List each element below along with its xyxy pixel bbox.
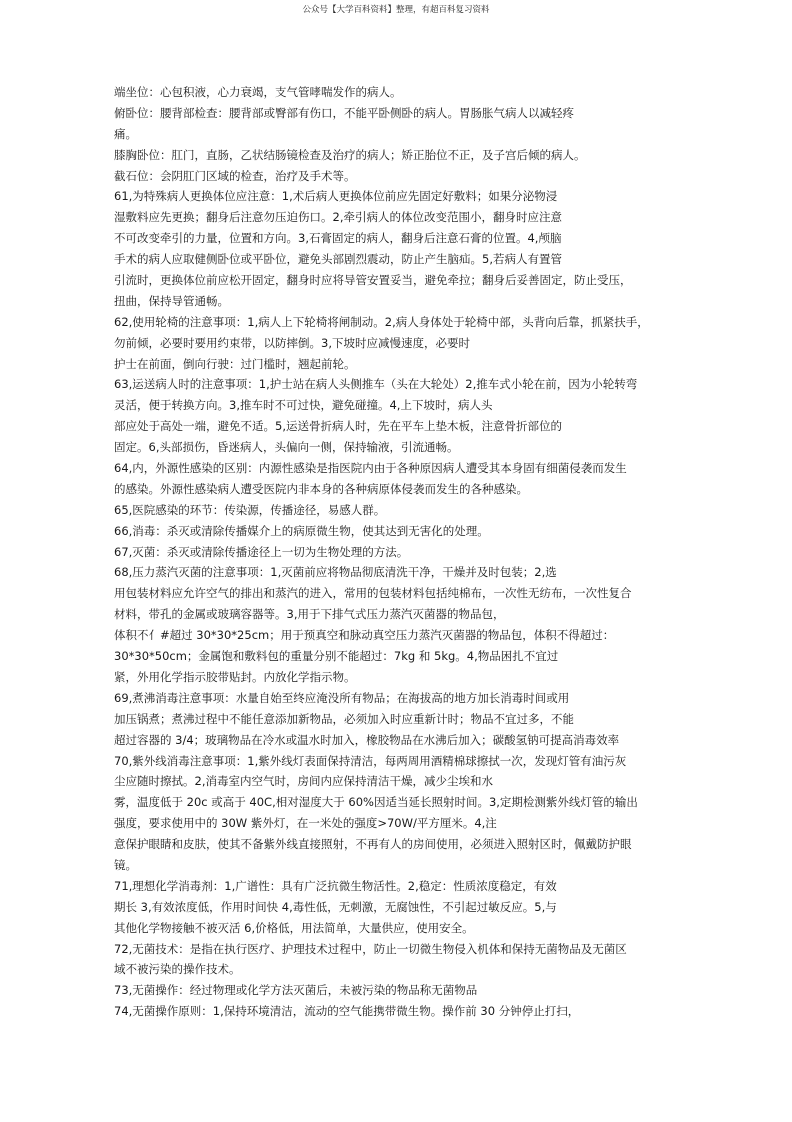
text-line: 74,无菌操作原则：1,保持环境清洁，流动的空气能携带微生物。操作前 30 分钟停止打扫， (114, 1004, 580, 1019)
text-line: 用包装材料应允许空气的排出和蒸汽的进入，常用的包装材料包括纯棉布，一次性无纺布，一次性复合 (114, 586, 632, 601)
text-line: 超过容器的 3/4；玻璃物品在冷水或温水时加入，橡胶物品在水沸后加入；碳酸氢钠可提高消毒效率 (114, 732, 620, 747)
text-line: 膝胸卧位：肛门，直肠，乙状结肠镜检查及治疗的病人；矫正胎位不正，及子宫后倾的病人。 (114, 147, 586, 162)
text-line: 67,灭菌：杀灭或清除传播途径上一切为生物处理的方法。 (114, 544, 409, 559)
text-line: 俯卧位：腰背部检查：腰背部或臀部有伤口，不能平卧侧卧的病人。胃肠胀气病人以减轻疼 (114, 105, 574, 120)
text-line: 63,运送病人时的注意事项：1,护士站在病人头侧推车（头在大轮处）2,推车式小轮在前，因为小轮转弯 (114, 377, 638, 392)
text-line: 痛。 (114, 126, 137, 141)
text-line: 62,使用轮椅的注意事项：1,病人上下轮椅将闸制动。2,病人身体处于轮椅中部，头背向后靠，抓紧扶手， (114, 314, 649, 329)
text-line: 紧，外用化学指示胶带贴封。内放化学指示物。 (114, 669, 356, 684)
text-line: 手术的病人应取健侧卧位或平卧位，避免头部剧烈震动，防止产生脑疝。5,若病人有置管 (114, 252, 562, 267)
text-line: 加压锅煮；煮沸过程中不能任意添加新物品，必须加入时应重新计时；物品不宜过多，不能 (114, 711, 574, 726)
text-line: 66,消毒：杀灭或清除传播媒介上的病原微生物，使其达到无害化的处理。 (114, 523, 489, 538)
text-line: 72,无菌技术：是指在执行医疗、护理技术过程中，防止一切微生物侵入机体和保持无菌物品及无菌区 (114, 941, 627, 956)
text-line: 截石位：会阴肛门区域的检查，治疗及手术等。 (114, 168, 356, 183)
document-body (114, 82, 674, 1022)
text-line: 湿敷料应先更换；翻身后注意勿压迫伤口。2,牵引病人的体位改变范围小，翻身时应注意 (114, 210, 562, 225)
text-line: 雾，温度低于 20c 或高于 40C,相对湿度大于 60%因适当延长照射时间。3,定期检测紫外线灯管的输出 (114, 795, 638, 810)
text-line: 护士在前面，倒向行驶：过门槛时，翘起前轮。 (114, 356, 356, 371)
text-line: 勿前倾，必要时要用约束带，以防摔倒。3,下坡时应减慢速度，必要时 (114, 335, 470, 350)
text-line: 材料，带孔的金属或玻璃容器等。3,用于下排气式压力蒸汽灭菌器的物品包， (114, 607, 505, 622)
text-line: 71,理想化学消毒剂：1,广谱性：具有广泛抗微生物活性。2,稳定：性质浓度稳定，有效 (114, 878, 557, 893)
text-line: 61,为特殊病人更换体位应注意：1,术后病人更换体位前应先固定好敷料；如果分泌物浸 (114, 189, 558, 204)
text-line: 扭曲，保持导管通畅。 (114, 293, 229, 308)
text-line: 73,无菌操作：经过物理或化学方法灭菌后，未被污染的物品称无菌物品 (114, 983, 478, 998)
page-header: 公众号【大学百科资料】整理，有超百科复习资料 (302, 5, 490, 15)
text-line: 强度，要求使用中的 30W 紫外灯，在一米处的强度>70W/平方厘米。4,注 (114, 816, 497, 831)
text-line: 灵活，便于转换方向。3,推车时不可过快，避免碰撞。4,上下坡时，病人头 (114, 398, 493, 413)
text-line: 期长 3,有效浓度低，作用时间快 4,毒性低，无刺激，无腐蚀性，不引起过敏反应。5,与 (114, 899, 557, 914)
text-line: 固定。6,头部损伤，昏迷病人，头偏向一侧，保持输液，引流通畅。 (114, 440, 459, 455)
text-line: 70,紫外线消毒注意事项：1,紫外线灯表面保持清洁，每两周用酒精棉球擦拭一次，发现灯管有油污灰 (114, 753, 627, 768)
text-line: 意保护眼睛和皮肤，使其不备紫外线直接照射，不再有人的房间使用，必须进入照射区时，佩戴防护眼 (114, 837, 632, 852)
text-line: 65,医院感染的环节：传染源，传播途径，易感人群。 (114, 502, 386, 517)
text-line: 的感染。外源性感染病人遭受医院内非本身的各种病原体侵袭而发生的各种感染。 (114, 481, 528, 496)
text-line: 69,煮沸消毒注意事项：水量自始至终应淹没所有物品；在海拔高的地方加长消毒时间或用 (114, 690, 570, 705)
text-line: 域不被污染的操作技术。 (114, 962, 241, 977)
text-line: 尘应随时擦拭。2,消毒室内空气时，房间内应保持清洁干燥，减少尘埃和水 (114, 774, 493, 789)
text-line: 端坐位：心包积液，心力衰竭，支气管哮喘发作的病人。 (114, 85, 402, 99)
text-line: 68,压力蒸汽灭菌的注意事项：1,灭菌前应将物品彻底清洗干净，干燥并及时包装；2,选 (114, 565, 557, 580)
text-line: 镜。 (114, 857, 137, 872)
text-line: 引流时，更换体位前应松开固定，翻身时应将导管安置妥当，避免牵拉；翻身后妥善固定，防止受压， (114, 273, 632, 288)
text-line: 体积不亻#超过 30*30*25cm；用于预真空和脉动真空压力蒸汽灭菌器的物品包，体积不得超过： (114, 628, 615, 643)
text-line: 64,内，外源性感染的区别：内源性感染是指医院内由于各种原因病人遭受其本身固有细菌侵袭而发生 (114, 461, 627, 476)
text-line: 不可改变牵引的力量，位置和方向。3,石膏固定的病人，翻身后注意石膏的位置。4,颅脑 (114, 231, 562, 246)
text-line: 部应处于高处一端，避免不适。5,运送骨折病人时，先在平车上垫木板，注意骨折部位的 (114, 419, 562, 434)
text-line: 其他化学物接触不被灭活 6,价格低，用法简单，大量供应，使用安全。 (114, 920, 474, 935)
text-line: 30*30*50cm；金属饱和敷料包的重量分别不能超过：7kg 和 5kg。4,物品困扎不宜过 (114, 649, 559, 664)
